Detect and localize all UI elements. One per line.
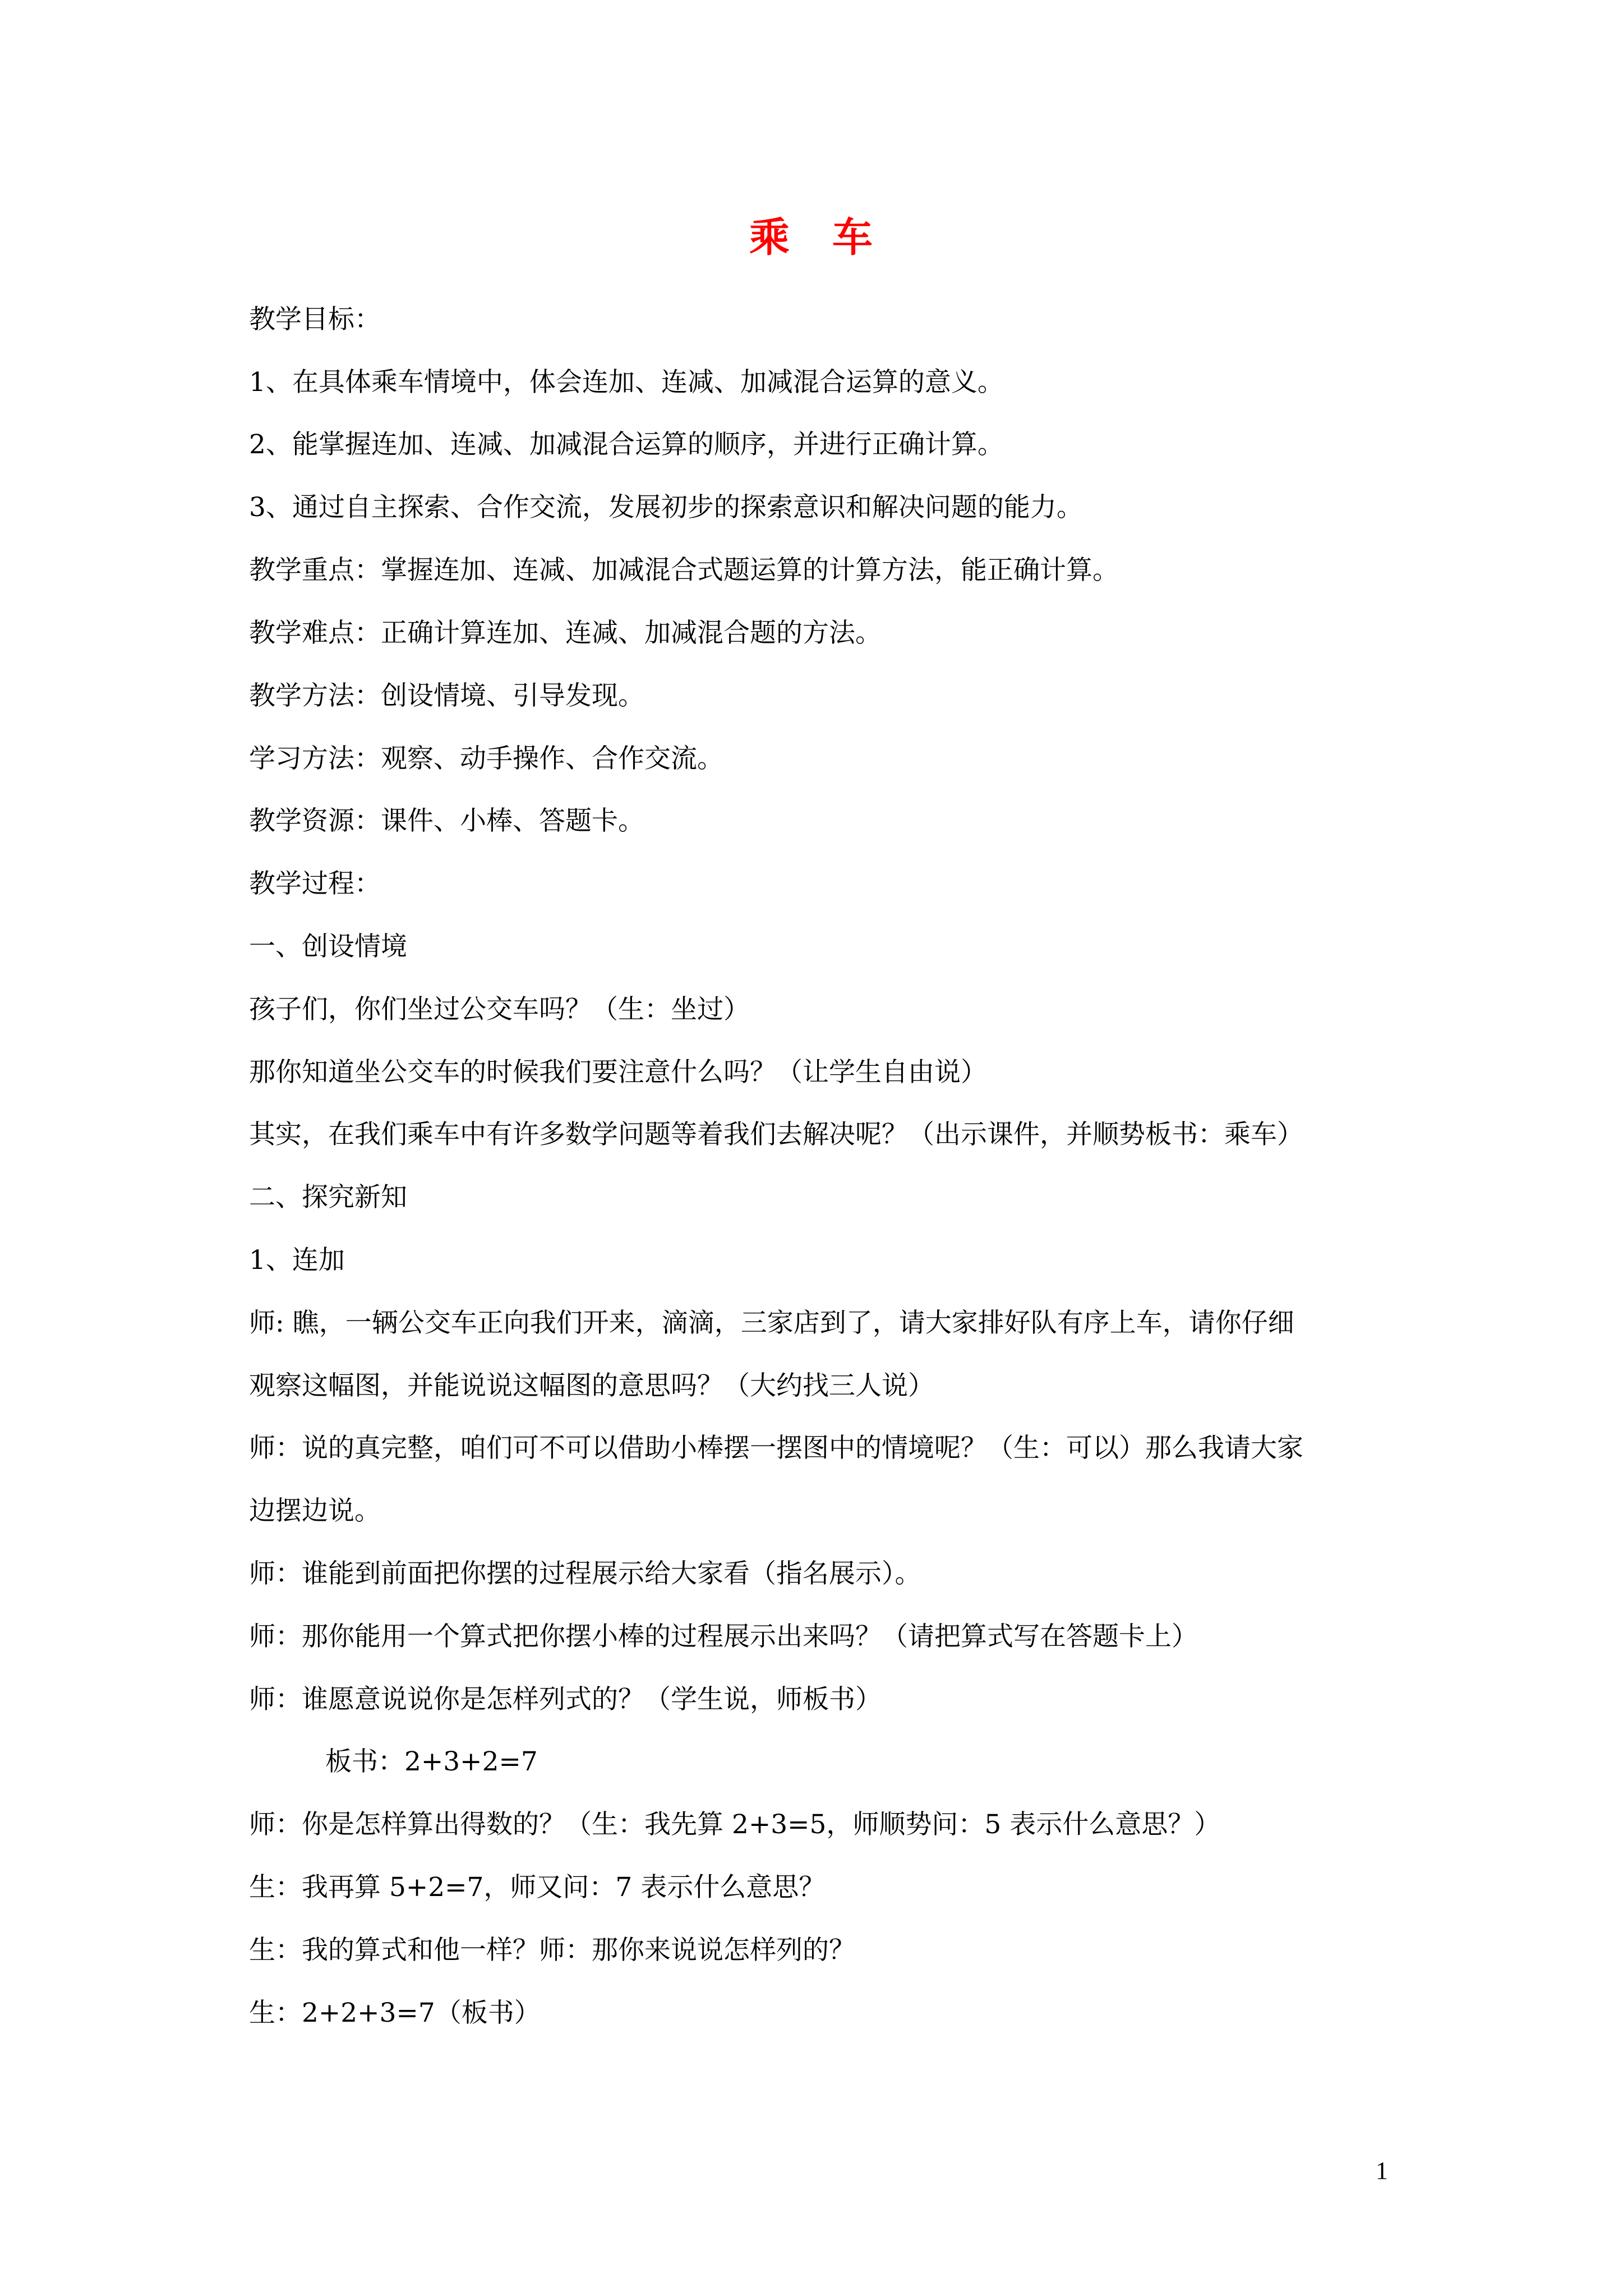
line-difficulty: 教学难点：正确计算连加、连减、加减混合题的方法。 xyxy=(249,618,882,648)
line-paragraph: 师：说的真完整，咱们可不可以借助小棒摆一摆图中的情境呢？（生：可以）那么我请大家 xyxy=(249,1433,1303,1464)
line-section-1-heading: 一、创设情境 xyxy=(249,931,407,962)
page-number: 1 xyxy=(1376,2157,1388,2184)
line-key-point: 教学重点：掌握连加、连减、加减混合式题运算的计算方法，能正确计算。 xyxy=(249,555,1119,586)
line-paragraph: 师：谁能到前面把你摆的过程展示给大家看（指名展示）。 xyxy=(249,1558,921,1589)
line-paragraph: 师：那你能用一个算式把你摆小棒的过程展示出来吗？（请把算式写在答题卡上） xyxy=(249,1621,1198,1652)
line-paragraph: 那你知道坐公交车的时候我们要注意什么吗？（让学生自由说） xyxy=(249,1057,987,1088)
line-goal-3: 3、通过自主探索、合作交流，发展初步的探索意识和解决问题的能力。 xyxy=(249,492,1083,523)
line-teaching-goals-heading: 教学目标： xyxy=(249,304,381,335)
line-paragraph: 孩子们，你们坐过公交车吗？（生：坐过） xyxy=(249,994,750,1025)
line-paragraph: 师：你是怎样算出得数的？（生：我先算 2+3=5，师顺势问：5 表示什么意思？） xyxy=(249,1809,1221,1840)
line-board-writing: 板书：2+3+2=7 xyxy=(325,1746,538,1777)
line-paragraph: 生：2+2+3=7（板书） xyxy=(249,1998,541,2028)
line-process-heading: 教学过程： xyxy=(249,868,381,899)
line-goal-1: 1、在具体乘车情境中，体会连加、连减、加减混合运算的意义。 xyxy=(249,367,1004,398)
line-paragraph: 师: 瞧，一辆公交车正向我们开来，滴滴，三家店到了，请大家排好队有序上车，请你仔细 xyxy=(249,1308,1294,1338)
line-teaching-method: 教学方法：创设情境、引导发现。 xyxy=(249,680,644,711)
document-title: 乘 车 xyxy=(749,213,874,261)
line-paragraph: 生：我再算 5+2=7，师又问：7 表示什么意思？ xyxy=(249,1872,826,1903)
line-paragraph: 观察这幅图，并能说说这幅图的意思吗？（大约找三人说） xyxy=(249,1370,934,1401)
line-goal-2: 2、能掌握连加、连减、加减混合运算的顺序，并进行正确计算。 xyxy=(249,429,1004,460)
line-learning-method: 学习方法：观察、动手操作、合作交流。 xyxy=(249,743,723,774)
line-paragraph: 其实，在我们乘车中有许多数学问题等着我们去解决呢？（出示课件，并顺势板书：乘车） xyxy=(249,1119,1303,1150)
line-paragraph: 生：我的算式和他一样？师：那你来说说怎样列的？ xyxy=(249,1935,855,1966)
line-resources: 教学资源：课件、小棒、答题卡。 xyxy=(249,806,644,836)
line-section-2-heading: 二、探究新知 xyxy=(249,1182,407,1213)
line-subsection-heading: 1、连加 xyxy=(249,1245,345,1276)
line-paragraph: 师：谁愿意说说你是怎样列式的？（学生说，师板书） xyxy=(249,1684,882,1715)
line-paragraph: 边摆边说。 xyxy=(249,1496,381,1526)
